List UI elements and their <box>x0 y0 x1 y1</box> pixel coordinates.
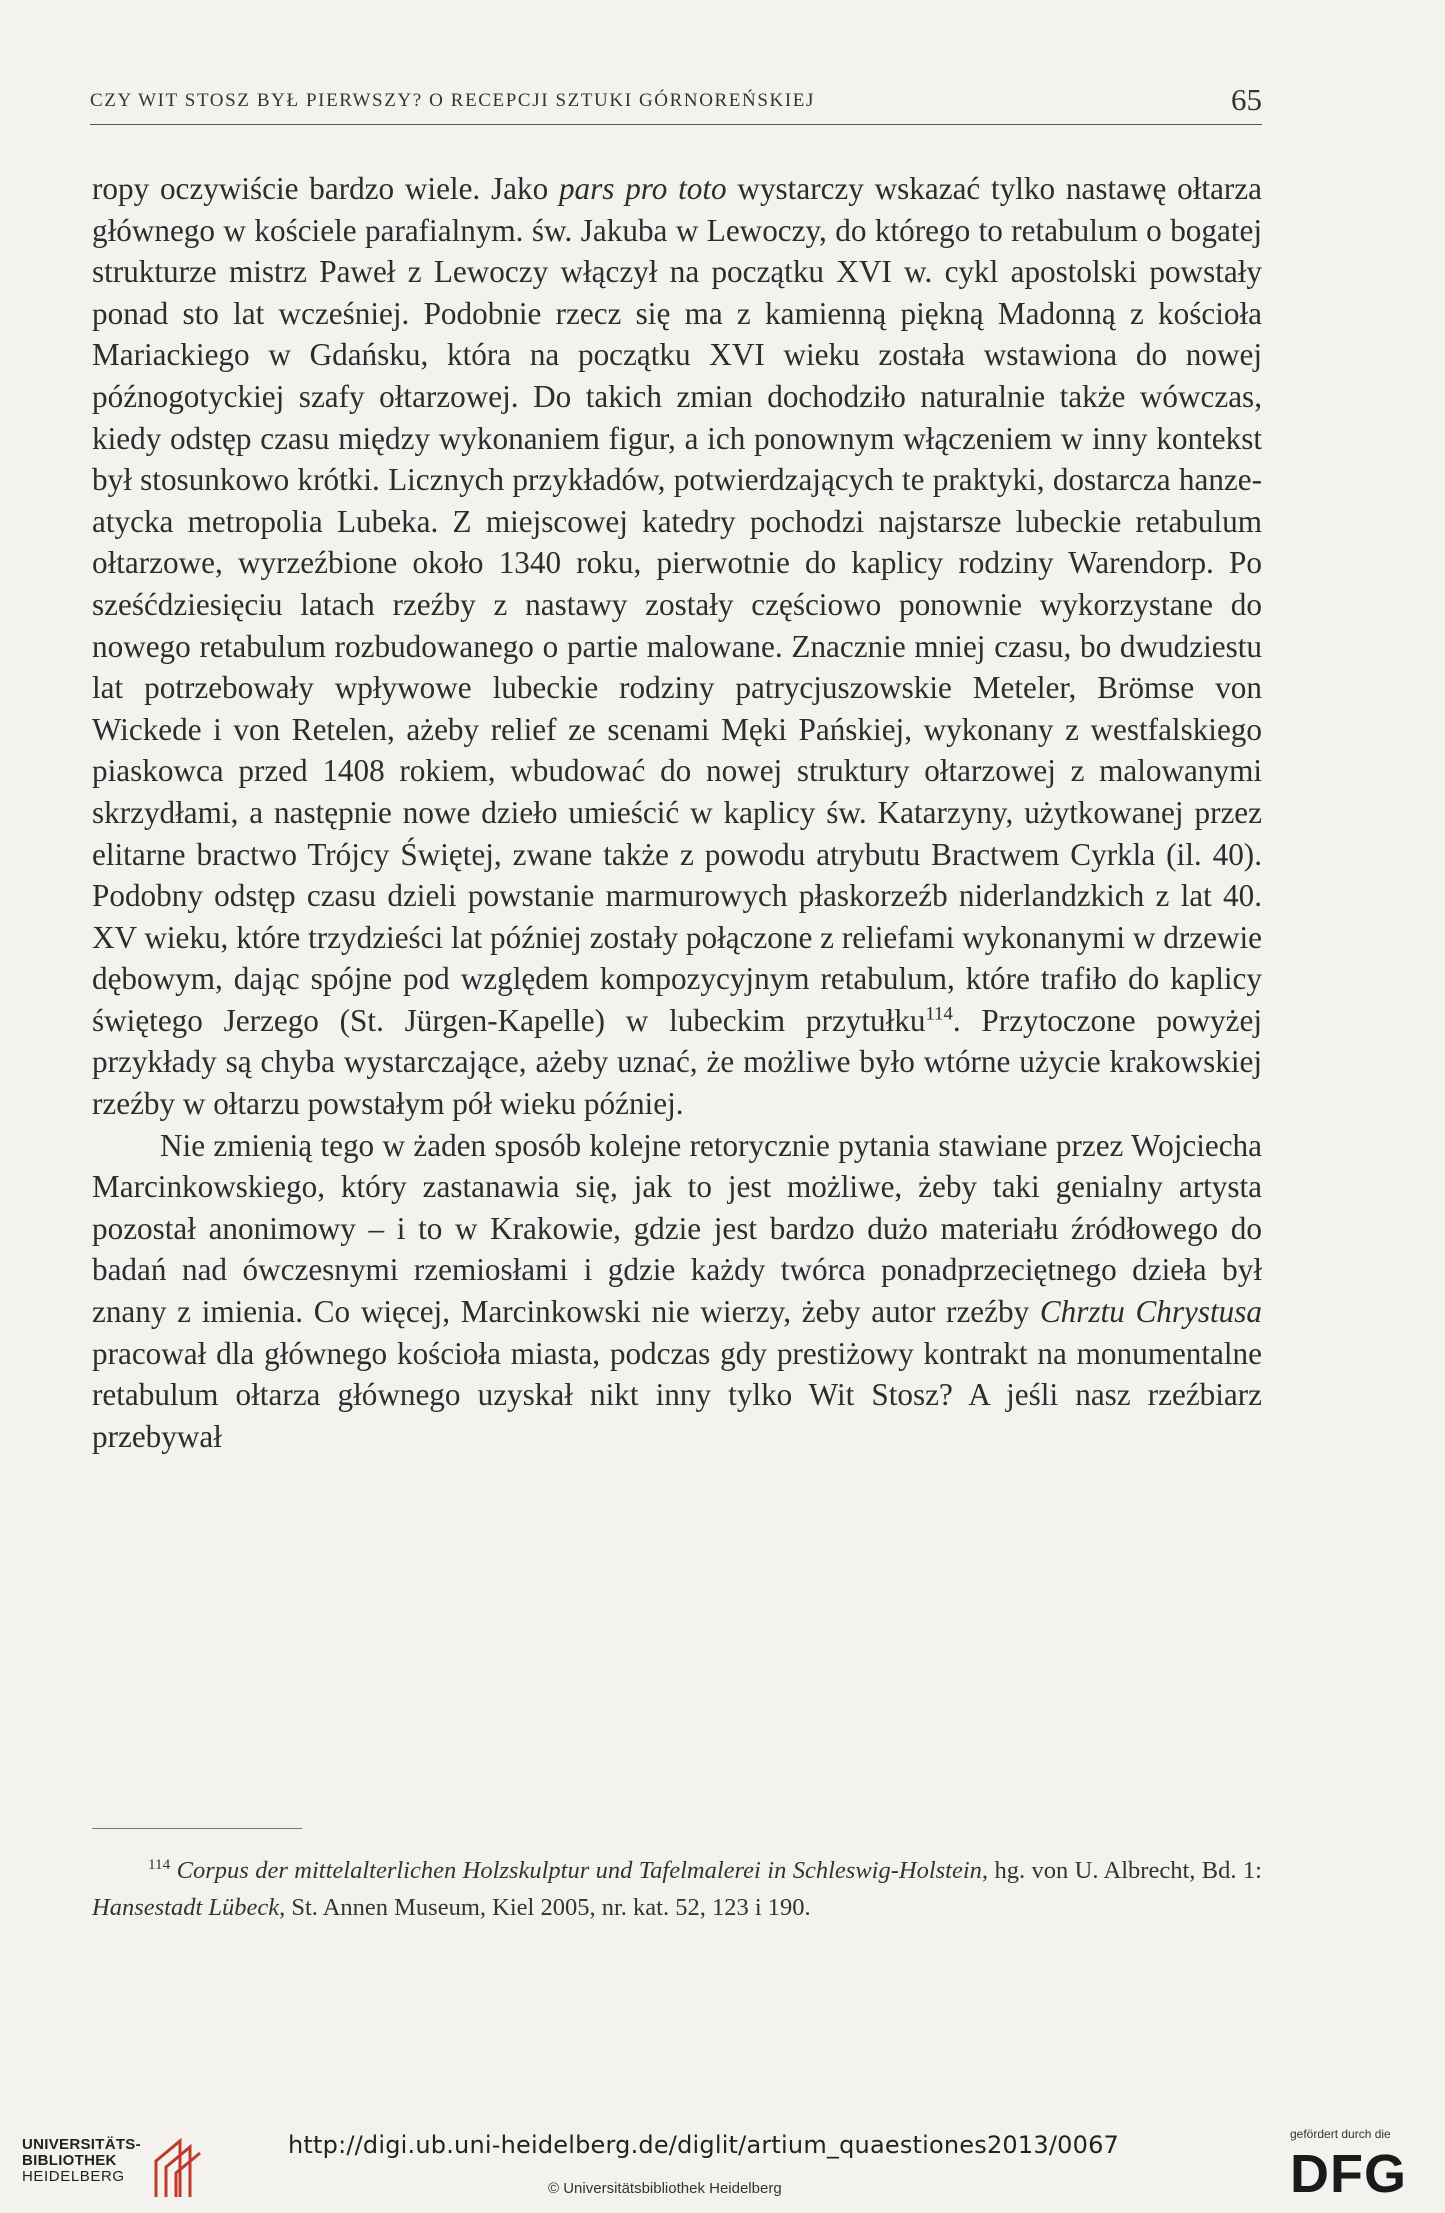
paragraph-1 <box>92 168 1262 1125</box>
body-text <box>92 168 1262 1457</box>
copyright-notice: © Universitätsbibliothek Heidelberg <box>548 2180 782 2197</box>
page-number: 65 <box>1231 82 1262 117</box>
footnote-volume-title: Hansestadt Lübeck <box>92 1894 280 1921</box>
paragraph-1-text-d: . Przytoczone powyżej przykłady są chyba wystarczające, ażeby uznać, że możliwe było wtórne użycie krakowskiej rzeźby w ołtarzu powstałym pół wieku później. <box>92 1002 1262 1122</box>
paragraph-1-italic-phrase: pars pro toto <box>558 171 727 206</box>
footnote-editor: hg. von U. Albrecht, Bd. 1: <box>988 1857 1262 1884</box>
dfg-caption: gefördert durch die <box>1290 2127 1391 2141</box>
dfg-logo[interactable]: DFG <box>1290 2144 1407 2204</box>
footnote-details: , St. Annen Museum, Kiel 2005, nr. kat. 52, 123 i 190. <box>279 1894 811 1921</box>
paragraph-2-italic-title: Chrztu Chrystusa <box>1039 1294 1262 1330</box>
paragraph-2 <box>92 1125 1262 1458</box>
library-name-line-2: BIBLIOTHEK <box>22 2152 117 2169</box>
footnote-separator <box>92 1828 302 1829</box>
footnote-114 <box>92 1852 1262 1926</box>
paragraph-2-text-c: pracował dla głównego kościoła miasta, podczas gdy prestiżowy kontrakt na monumentalne retabulum ołtarza głównego uzyskał nikt inny tylko Wit Stosz? A jeśli nasz rzeźbiarz przebywał <box>92 1335 1262 1454</box>
library-logo[interactable] <box>22 2137 212 2205</box>
permalink-url[interactable]: http://digi.ub.uni-heidelberg.de/diglit/artium_quaestiones2013/0067 <box>288 2131 1120 2159</box>
running-title: CZY WIT STOSZ BYŁ PIERWSZY? O RECEPCJI SZTUKI GÓRNOREŃSKIEJ <box>90 90 815 111</box>
library-name-line-1: UNIVERSITÄTS- <box>22 2136 141 2153</box>
paragraph-2-text-a: Nie zmienią tego w żaden sposób kolejne retorycznie pytania stawiane przez Wojciecha Marcinkowskiego, który zastanawia się, jak to jest możliwe, żeby taki genialny artysta pozostał anonimowy – i to w Krakowie, gdzie jest bardzo dużo materiału źródłowego do badań nad ówczesnymi rzemiosłami i gdzie każdy twórca ponadprzeciętnego dzieła był znany z imienia. Co więcej, Marcinkowski nie wierzy, żeby autor rzeźby <box>92 1127 1262 1330</box>
library-name-line-3: HEIDELBERG <box>22 2168 125 2185</box>
footnote-work-title: Corpus der mittelalterlichen Holzskulptur und Tafelmalerei in Schleswig-Holstein, <box>176 1857 989 1884</box>
running-header <box>90 82 1262 125</box>
footnote-number: 114 <box>148 1855 171 1873</box>
footnote-reference-114[interactable]: 114 <box>925 1003 953 1025</box>
paragraph-1-text-a: ropy oczywiście bardzo wiele. Jako <box>92 171 559 206</box>
paragraph-1-text-c: wystarczy wskazać tylko nastawę ołtarza głównego w kościele parafialnym. św. Jakuba w Lewoczy, do którego to retabulum o bogatej strukturze mistrz Paweł z Lewoczy włączył na początku XVI w. cykl apostolski powstały ponad sto lat wcześniej. Podobnie rzecz się ma z kamienną piękną Madonną z kościoła Mariackiego w Gdańsku, która na początku XVI wieku została wstawiona do nowej późnogotyckiej szafy ołtarzowej. Do takich zmian dochodziło naturalnie także wówczas, kiedy odstęp czasu między wykonaniem figur, a ich ponownym włączeniem w inny kontekst był stosunkowo krótki. Licznych przykładów, potwierdzających te praktyki, dostarcza hanzeatycka metropolia Lubeka. Z miejscowej katedry pochodzi najstarsze lubeckie retabulum ołtarzowe, wyrzeźbione około 1340 roku, pierwotnie do kaplicy rodziny Warendorp. Po sześćdziesięciu latach rzeźby z nastawy zostały częściowo ponownie wykorzystane do nowego retabulum rozbudowanego o partie malowane. Znacznie mniej czasu, bo dwudziestu lat potrzebowały wpływowe lubeckie rodziny patrycjuszowskie Meteler, Brömse von Wickede i von Retelen, ażeby relief ze scenami Męki Pańskiej, wykonany z westfalskiego piaskowca przed 1408 rokiem, wbudować do nowej struktury ołtarzowej z malowanymi skrzydłami, a następnie nowe dzieło umieścić w kaplicy św. Katarzyny, użytkowanej przez elitarne bractwo Trójcy Świętej, zwane także z powodu atrybutu Bractwem Cyrkla (il. 40). Podobny odstęp czasu dzieli powstanie marmurowych płaskorzeźb niderlandzkich z lat 40. XV wieku, które trzydzieści lat później zostały połączone z reliefami wykonanymi w drzewie dębowym, dając spójne pod względem kompozycyjnym retabulum, które trafiło do kaplicy świętego Jerzego (St. Jürgen-Kapelle) w lubeckim przytułku <box>92 171 1262 1038</box>
library-mark-icon <box>150 2137 210 2199</box>
